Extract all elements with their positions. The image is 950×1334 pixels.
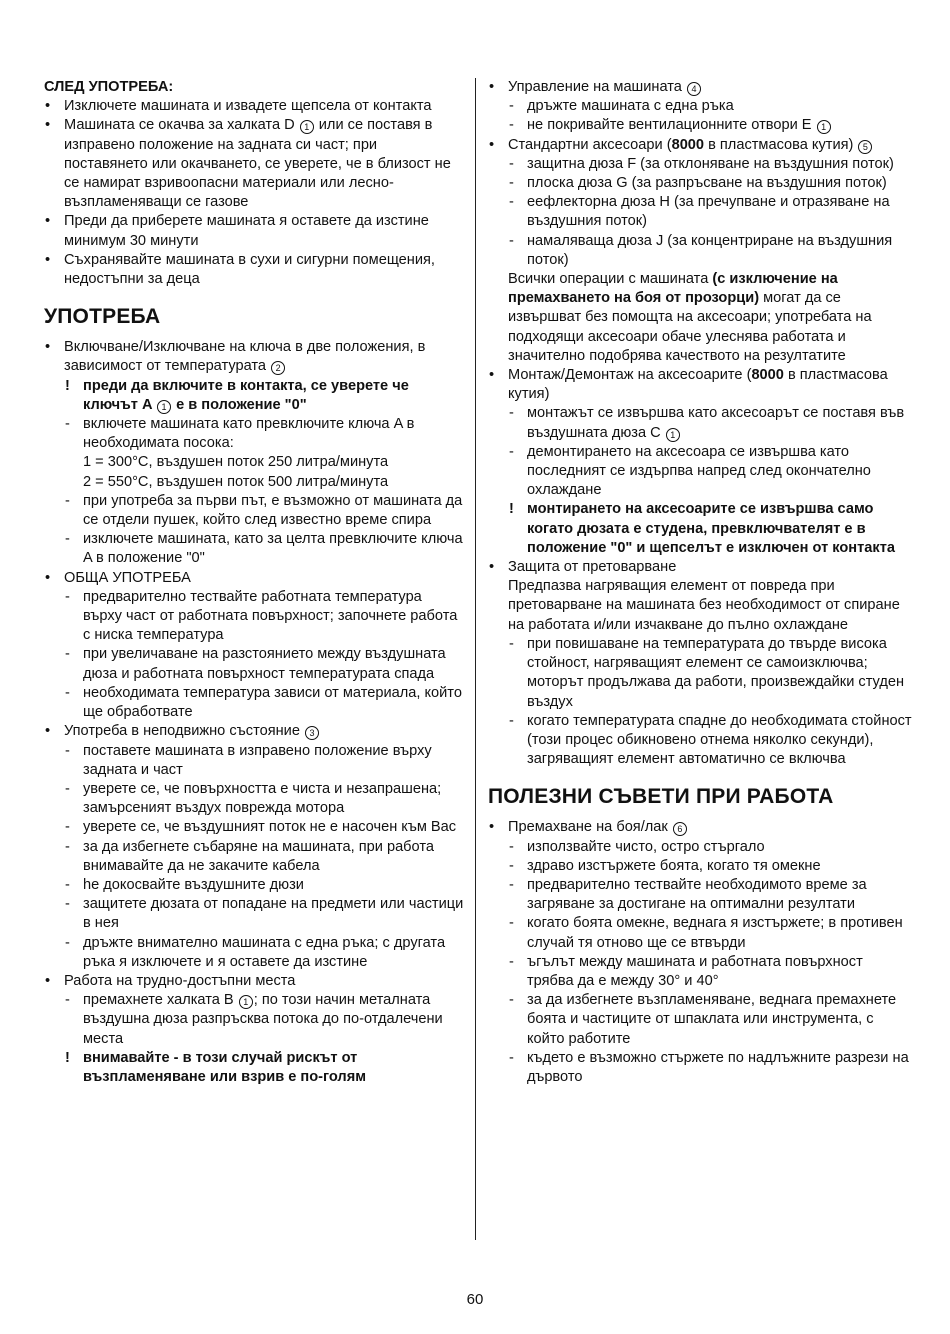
warning-hard-to-reach: ! внимавайте - в този случай рискът от възпламеняване или взрив е по-голям bbox=[65, 1049, 367, 1085]
bullet-general-use: • ОБЩА УПОТРЕБА bbox=[44, 569, 464, 588]
bullet-switch: • Включване/Изключване на ключа в две положения, в зависимост от температурата 2 bbox=[44, 338, 464, 376]
left-column bbox=[44, 78, 464, 1087]
right-column bbox=[488, 78, 912, 1087]
setting-2: 2 = 550°C, въздушен поток 500 литра/минута bbox=[83, 473, 389, 490]
paragraph-accessories: Всички операции с машината (с изключение на премахването на боя от прозорци) могат да се извършват без помощта на аксесоари; употребата на подходящи аксесоари обаче улеснява работата и значително подобрява качеството на резултатите bbox=[508, 271, 872, 364]
ref-circle-1: 1 bbox=[300, 120, 314, 134]
dash-paint-1: - използвайте чисто, остро стъргало bbox=[488, 838, 912, 857]
warning-icon: ! bbox=[65, 377, 70, 394]
ref-circle-1: 1 bbox=[239, 995, 253, 1009]
setting-1: 1 = 300°C, въздушен поток 250 литра/минута bbox=[83, 454, 389, 471]
dash-paint-5: - ъгълът между машината и работната повърхност трябва да е между 30° и 40° bbox=[488, 953, 912, 991]
dash-st-4: - за да избегнете събаряне на машината, при работа внимавайте да не закачите кабела bbox=[44, 838, 464, 876]
bullet-cool-down: • Преди да приберете машината я оставете да изстине минимум 30 минути bbox=[44, 212, 464, 250]
dash-st-1: - поставете машината в изправено положение върху задната и част bbox=[44, 742, 464, 780]
ref-circle-5: 5 bbox=[858, 140, 872, 154]
bullet-overload: • Защита от претоварване bbox=[488, 558, 912, 577]
dash-remove-ring: - премахнете халката B 1 ; по този начин металната въздушна дюза разпръсква потока до по-отдалечени места bbox=[44, 991, 464, 1049]
ref-circle-1: 1 bbox=[817, 120, 831, 134]
dash-paint-4: - когато боята омекне, веднага я изстържете; в противен случай тя отново ще се втвърди bbox=[488, 914, 912, 952]
dash-st-7: - дръжте внимателно машината с една ръка; с другата ръка я изключете и я оставете да изстине bbox=[44, 934, 464, 972]
ref-circle-1: 1 bbox=[157, 400, 171, 414]
after-use-heading: СЛЕД УПОТРЕБА: bbox=[44, 79, 174, 95]
warning-switch: ! преди да включите в контакта, се уверете че ключът A 1 е в положение "0" bbox=[65, 377, 409, 413]
dash-paint-7: - където е възможно стържете по надлъжните разрези на дървото bbox=[488, 1049, 912, 1087]
ref-circle-6: 6 bbox=[673, 822, 687, 836]
ref-circle-4: 4 bbox=[687, 82, 701, 96]
dash-ctrl-1: - дръжте машината с една ръка bbox=[488, 97, 912, 116]
dash-ovl-2: - когато температурата спадне до необходимата стойност (този процес обикновено отнема няколко секунди), загряващият елемент автоматично се включва bbox=[488, 712, 912, 770]
column-divider bbox=[475, 78, 476, 1240]
warning-mounting: ! монтирането на аксесоарите се извършва само когато дюзата е студена, превключвателят е в положение "0" и щепселът е изключен от контакта bbox=[509, 501, 895, 556]
ref-circle-1: 1 bbox=[666, 428, 680, 442]
dash-paint-3: - предварително тествайте необходимото време за загряване за достигане на оптимални резултати bbox=[488, 876, 912, 914]
warning-icon: ! bbox=[65, 1049, 70, 1066]
page-number: 60 bbox=[466, 1291, 484, 1308]
dash-acc-2: - плоска дюза G (за разпръсване на въздушния поток) bbox=[488, 174, 912, 193]
dash-ctrl-2: - не покривайте вентилационните отвори E 1 bbox=[488, 116, 912, 135]
bullet-mounting: • Монтаж/Демонтаж на аксесоарите (8000 в пластмасова кутия) bbox=[488, 366, 912, 404]
dash-first-use-smoke: - при употреба за първи път, е възможно от машината да се отдели пушек, който след известно време спира bbox=[44, 492, 464, 530]
dash-st-6: - защитете дюзата от попадане на предмети или частици в нея bbox=[44, 895, 464, 933]
bullet-hanging: • Машината се окачва за халката D 1 или се поставя в изправено положение на задната си част; при поставянето или окачването, се уверете, че в близост не се намират взривоопасни материали или лесно-възпламеняващи се газове bbox=[44, 116, 464, 212]
paragraph-overload: Предпазва нагряващия елемент от повреда при претоварване на машината без необходимост от спиране на работата и/или изчакване до пълно охлаждане bbox=[508, 578, 900, 633]
bullet-accessories: • Стандартни аксесоари (8000 в пластмасова кутия) 5 bbox=[488, 136, 912, 155]
bullet-control: • Управление на машината 4 bbox=[488, 78, 912, 97]
dash-paint-2: - здраво изстържете боята, когато тя омекне bbox=[488, 857, 912, 876]
bullet-stationary: • Употреба в неподвижно състояние 3 bbox=[44, 722, 464, 741]
dash-distance: - при увеличаване на разстоянието между въздушната дюза и работната повърхност температурата спада bbox=[44, 645, 464, 683]
bullet-storage: • Съхранявайте машината в сухи и сигурни помещения, недостъпни за деца bbox=[44, 251, 464, 289]
ref-circle-2: 2 bbox=[271, 361, 285, 375]
dash-test-temp: - предварително тествайте работната температура върху част от работната повърхност; започнете работа с ниска температура bbox=[44, 588, 464, 646]
dash-st-5: - he докосвайте въздушните дюзи bbox=[44, 876, 464, 895]
dash-mnt-1: - монтажът се извършва като аксесоарът се поставя във въздушната дюза C 1 bbox=[488, 404, 912, 442]
ref-circle-3: 3 bbox=[305, 726, 319, 740]
bullet-unplug: • Изключете машината и извадете щепсела от контакта bbox=[44, 97, 464, 116]
dash-acc-4: - намаляваща дюза J (за концентриране на въздушния поток) bbox=[488, 232, 912, 270]
dash-ovl-1: - при повишаване на температурата до твърде висока стойност, нагряващият елемент се самоизключва; моторът продължава да работи, произвеждайки студен въздух bbox=[488, 635, 912, 712]
dash-material: - необходимата температура зависи от материала, който ще обработвате bbox=[44, 684, 464, 722]
dash-switch-on: - включете машината като превключите ключа A в необходимата посока: bbox=[44, 415, 464, 453]
dash-paint-6: - за да избегнете възпламеняване, веднага премахнете боята и частиците от шпаклата или инструмента, с който работите bbox=[488, 991, 912, 1049]
dash-acc-1: - защитна дюза F (за отклоняване на въздушния поток) bbox=[488, 155, 912, 174]
dash-switch-off: - изключете машината, като за целта превключите ключа A в положение "0" bbox=[44, 530, 464, 568]
dash-st-2: - уверете се, че повърхността е чиста и незапрашена; замърсеният въздух поврежда мотора bbox=[44, 780, 464, 818]
section-heading-tips: ПОЛЕЗНИ СЪВЕТИ ПРИ РАБОТА bbox=[488, 785, 834, 809]
warning-icon: ! bbox=[509, 501, 514, 518]
bullet-hard-to-reach: • Работа на трудно-достъпни места bbox=[44, 972, 464, 991]
dash-mnt-2: - демонтирането на аксесоара се извършва като последният се издърпва напред след окончателно охлаждане bbox=[488, 443, 912, 501]
section-heading-use: УПОТРЕБА bbox=[44, 305, 161, 329]
dash-acc-3: - ееф‌лекторна дюза H (за пречупване и отразяване на въздушния поток) bbox=[488, 193, 912, 231]
dash-st-3: - уверете се, че въздушният поток не е насочен към Вас bbox=[44, 818, 464, 837]
bullet-paint-removal: • Премахване на боя/лак 6 bbox=[488, 818, 912, 837]
